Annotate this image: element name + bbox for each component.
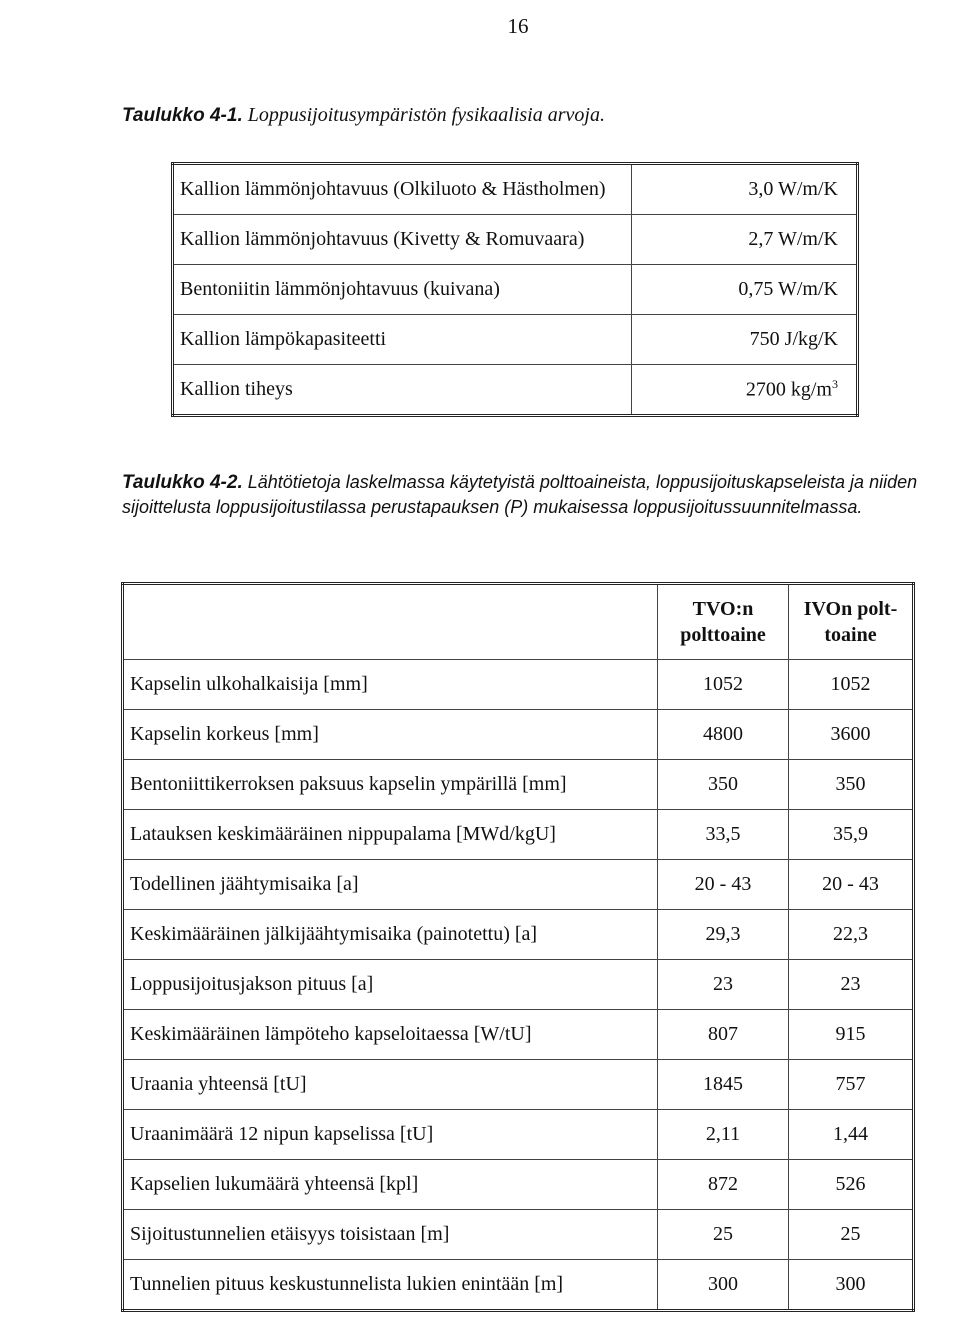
label-cell: Kapselien lukumäärä yhteensä [kpl]	[123, 1160, 658, 1210]
table1-caption-text: Loppusijoitusympäristön fysikaalisia arvoja.	[247, 104, 605, 126]
tvo-value-cell: 2,11	[658, 1110, 789, 1160]
tvo-value-cell: 23	[658, 960, 789, 1010]
table-row	[123, 1060, 914, 1110]
table-header-row	[123, 584, 914, 660]
page-number: 16	[507, 14, 529, 38]
tvo-value-cell: 29,3	[658, 910, 789, 960]
value-cell	[632, 315, 858, 365]
table-row	[173, 365, 858, 416]
ivo-value-cell: 35,9	[789, 810, 914, 860]
header-tvo	[658, 584, 789, 660]
value-cell	[632, 365, 858, 416]
label-cell: Uraania yhteensä [tU]	[123, 1060, 658, 1110]
header-ivo-line2: toaine	[824, 624, 877, 646]
ivo-value-cell: 915	[789, 1010, 914, 1060]
tvo-value-cell: 350	[658, 760, 789, 810]
table-row	[123, 810, 914, 860]
tvo-value-cell: 872	[658, 1160, 789, 1210]
table-row	[123, 1260, 914, 1311]
value-text: 0,75 W/m/K	[738, 278, 838, 300]
ivo-value-cell: 1,44	[789, 1110, 914, 1160]
table-row	[173, 164, 858, 215]
label-cell: Bentoniittikerroksen paksuus kapselin ympärillä [mm]	[123, 760, 658, 810]
label-cell: Uraanimäärä 12 nipun kapselissa [tU]	[123, 1110, 658, 1160]
table-row	[173, 265, 858, 315]
header-tvo-line1: TVO:n	[692, 598, 754, 620]
ivo-value-cell: 23	[789, 960, 914, 1010]
value-cell	[632, 265, 858, 315]
tvo-value-cell: 33,5	[658, 810, 789, 860]
ivo-value-cell: 526	[789, 1160, 914, 1210]
table-row	[123, 1210, 914, 1260]
value-text: 750 J/kg/K	[749, 328, 838, 350]
table2-caption	[122, 470, 922, 520]
label-cell: Keskimääräinen jälkijäähtymisaika (painotettu) [a]	[123, 910, 658, 960]
table-row	[123, 910, 914, 960]
table-row	[123, 860, 914, 910]
tvo-value-cell: 25	[658, 1210, 789, 1260]
label-cell: Kapselin korkeus [mm]	[123, 710, 658, 760]
table1-caption	[122, 104, 605, 127]
tvo-value-cell: 20 - 43	[658, 860, 789, 910]
ivo-value-cell: 350	[789, 760, 914, 810]
table-row	[173, 315, 858, 365]
tvo-value-cell: 300	[658, 1260, 789, 1311]
header-tvo-line2: polttoaine	[680, 624, 766, 646]
table2-caption-text: Lähtötietoja laskelmassa käytetyistä polttoaineista, loppusijoituskapseleista ja niiden sijoittelusta loppusijoitustilassa perustapauksen (P) mukaisessa loppusijoitussuunnitelmassa.	[122, 472, 918, 517]
label-cell: Loppusijoitusjakson pituus [a]	[123, 960, 658, 1010]
table2-label: Taulukko 4-2.	[122, 472, 243, 493]
value-cell	[632, 215, 858, 265]
tvo-value-cell: 1845	[658, 1060, 789, 1110]
table-row	[123, 710, 914, 760]
table-row	[123, 1110, 914, 1160]
property-cell: Kallion lämpökapasiteetti	[173, 315, 632, 365]
label-cell: Todellinen jäähtymisaika [a]	[123, 860, 658, 910]
table-row	[173, 215, 858, 265]
value-cell	[632, 164, 858, 215]
property-cell: Bentoniitin lämmönjohtavuus (kuivana)	[173, 265, 632, 315]
property-cell: Kallion lämmönjohtavuus (Olkiluoto & Hästholmen)	[173, 164, 632, 215]
ivo-value-cell: 22,3	[789, 910, 914, 960]
header-ivo	[789, 584, 914, 660]
ivo-value-cell: 20 - 43	[789, 860, 914, 910]
label-cell: Kapselin ulkohalkaisija [mm]	[123, 660, 658, 710]
table-row	[123, 1010, 914, 1060]
value-text: 2,7 W/m/K	[748, 228, 838, 250]
value-text: 3,0 W/m/K	[748, 178, 838, 200]
property-cell: Kallion lämmönjohtavuus (Kivetty & Romuvaara)	[173, 215, 632, 265]
table-row	[123, 1160, 914, 1210]
ivo-value-cell: 3600	[789, 710, 914, 760]
value-text: 2700 kg/m	[745, 378, 832, 401]
fuel-data-table	[121, 582, 915, 1312]
label-cell: Tunnelien pituus keskustunnelista lukien enintään [m]	[123, 1260, 658, 1311]
table-row	[123, 760, 914, 810]
ivo-value-cell: 25	[789, 1210, 914, 1260]
tvo-value-cell: 1052	[658, 660, 789, 710]
table-row	[123, 960, 914, 1010]
value-superscript: 3	[832, 377, 838, 392]
ivo-value-cell: 757	[789, 1060, 914, 1110]
tvo-value-cell: 807	[658, 1010, 789, 1060]
label-cell: Latauksen keskimääräinen nippupalama [MWd/kgU]	[123, 810, 658, 860]
label-cell: Keskimääräinen lämpöteho kapseloitaessa [W/tU]	[123, 1010, 658, 1060]
header-empty-cell	[123, 584, 658, 660]
property-cell: Kallion tiheys	[173, 365, 632, 416]
table-row	[123, 660, 914, 710]
table1-label: Taulukko 4-1.	[122, 105, 243, 126]
header-ivo-line1: IVOn polt-	[803, 598, 898, 620]
label-cell: Sijoitustunnelien etäisyys toisistaan [m]	[123, 1210, 658, 1260]
physical-values-table	[171, 162, 859, 417]
ivo-value-cell: 300	[789, 1260, 914, 1311]
tvo-value-cell: 4800	[658, 710, 789, 760]
ivo-value-cell: 1052	[789, 660, 914, 710]
